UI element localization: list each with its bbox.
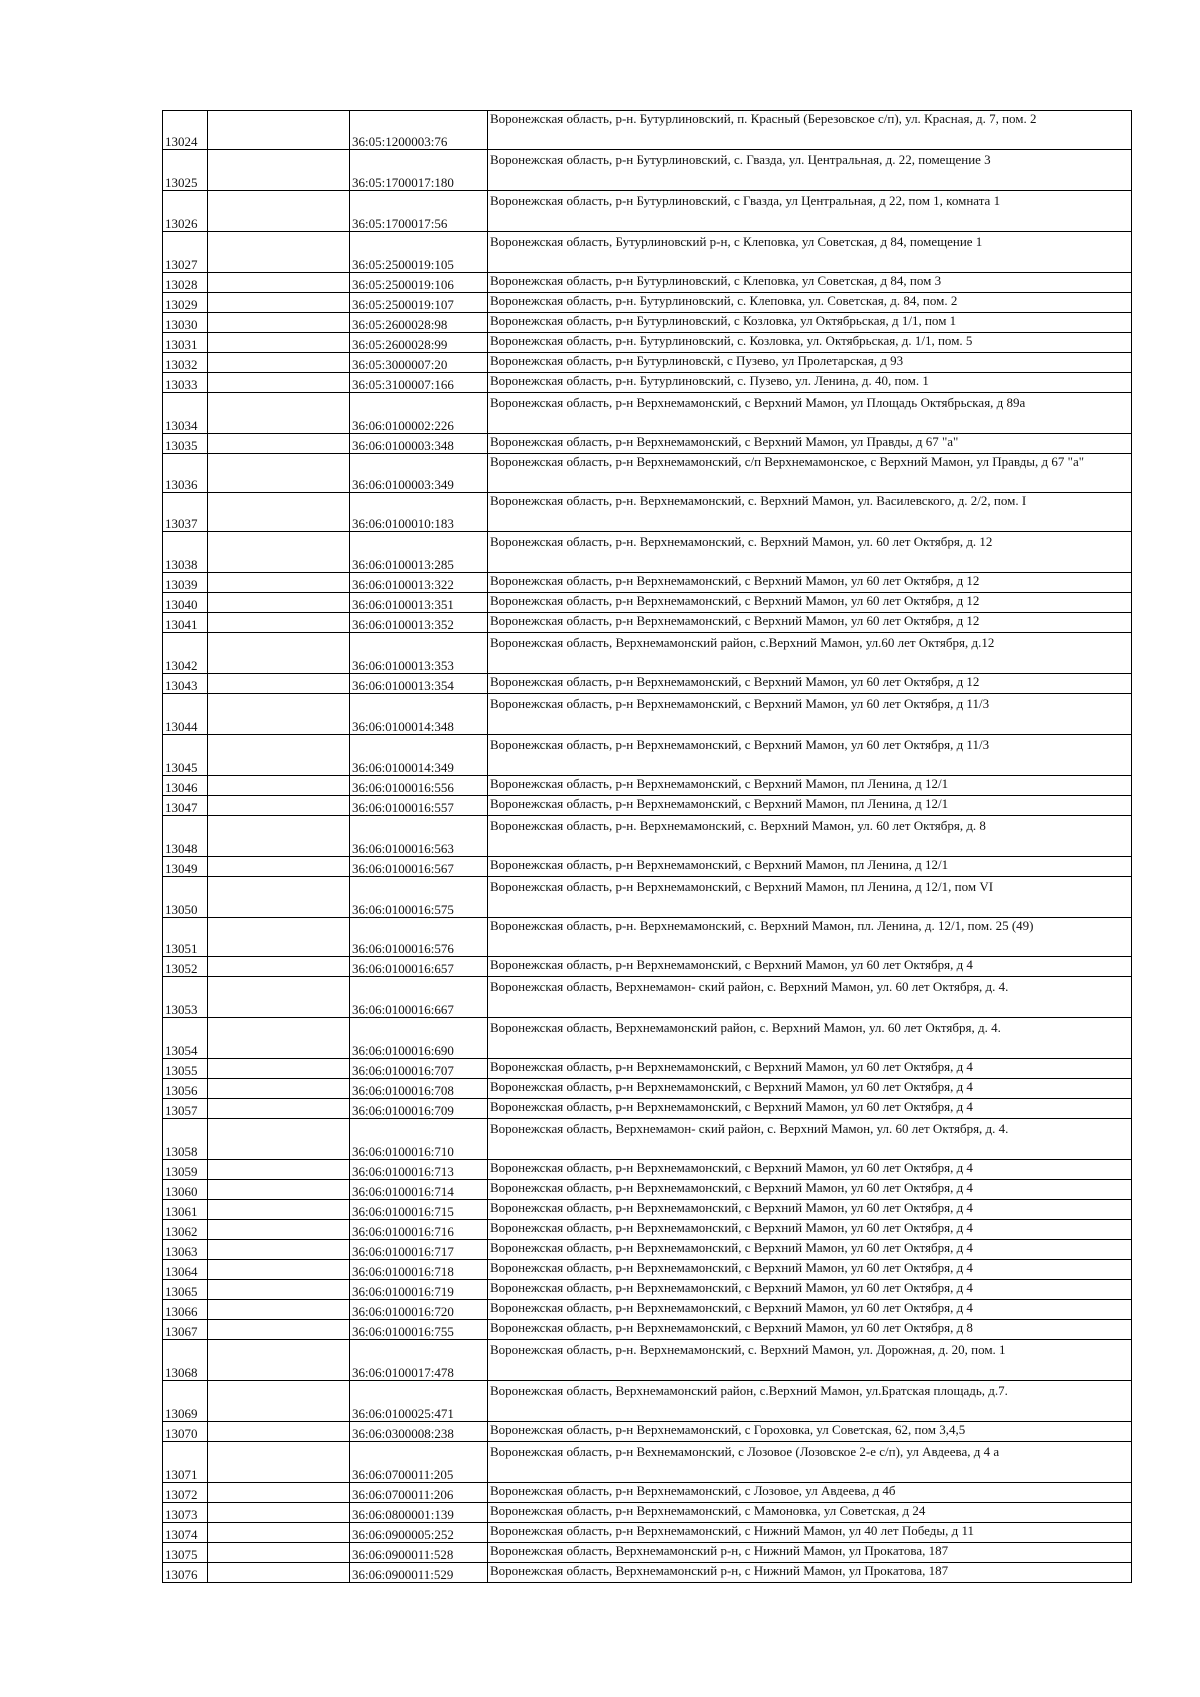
- table-row: [163, 1340, 1132, 1381]
- table-row: [163, 1240, 1132, 1260]
- cadastral-number-cell: 36:06:0700011:205: [350, 1442, 488, 1483]
- empty-cell: [208, 796, 350, 816]
- address-cell: Воронежская область, р-н Верхнемамонский, с Верхний Мамон, ул 60 лет Октября, д 4: [488, 957, 1132, 977]
- address-cell: Воронежская область, р-н. Верхнемамонский, с. Верхний Мамон, ул. 60 лет Октября, д. 8: [488, 816, 1132, 857]
- row-number-cell: 13058: [163, 1119, 208, 1160]
- cadastral-number-cell: 36:06:0100016:708: [350, 1079, 488, 1099]
- table-row: [163, 454, 1132, 493]
- row-number-cell: 13060: [163, 1180, 208, 1200]
- address-cell: Воронежская область, р-н Верхнемамонский, с Верхний Мамон, ул 60 лет Октября, д 8: [488, 1320, 1132, 1340]
- cadastral-number-cell: 36:06:0100014:348: [350, 694, 488, 735]
- empty-cell: [208, 1340, 350, 1381]
- row-number-cell: 13028: [163, 273, 208, 293]
- table-row: [163, 1543, 1132, 1563]
- address-cell: Воронежская область, р-н Верхнемамонский, с Верхний Мамон, ул 60 лет Октября, д 4: [488, 1260, 1132, 1280]
- row-number-cell: 13042: [163, 633, 208, 674]
- cadastral-number-cell: 36:06:0100016:719: [350, 1280, 488, 1300]
- table-row: [163, 735, 1132, 776]
- table-row: [163, 776, 1132, 796]
- address-cell: Воронежская область, р-н Бутурлиновскй, с Пузево, ул Пролетарская, д 93: [488, 353, 1132, 373]
- cadastral-number-cell: 36:06:0100002:226: [350, 393, 488, 434]
- row-number-cell: 13036: [163, 454, 208, 493]
- table-row: [163, 1260, 1132, 1280]
- empty-cell: [208, 1320, 350, 1340]
- row-number-cell: 13065: [163, 1280, 208, 1300]
- table-row: [163, 1099, 1132, 1119]
- empty-cell: [208, 1442, 350, 1483]
- cadastral-number-cell: 36:06:0100013:353: [350, 633, 488, 674]
- table-row: [163, 857, 1132, 877]
- row-number-cell: 13030: [163, 313, 208, 333]
- table-row: [163, 613, 1132, 633]
- address-cell: Воронежская область, р-н Верхнемамонский, с Верхний Мамон, ул 60 лет Октября, д 12: [488, 593, 1132, 613]
- empty-cell: [208, 232, 350, 273]
- empty-cell: [208, 694, 350, 735]
- cadastral-number-cell: 36:06:0100016:720: [350, 1300, 488, 1320]
- row-number-cell: 13059: [163, 1160, 208, 1180]
- table-row: [163, 1079, 1132, 1099]
- row-number-cell: 13037: [163, 493, 208, 532]
- registry-table: [162, 110, 1132, 1583]
- table-row: [163, 877, 1132, 918]
- row-number-cell: 13032: [163, 353, 208, 373]
- cadastral-number-cell: 36:06:0100016:567: [350, 857, 488, 877]
- address-cell: Воронежская область, р-н Верхнемамонский, с Верхний Мамон, ул 60 лет Октября, д 12: [488, 613, 1132, 633]
- address-cell: Воронежская область, р-н Верхнемамонский, с Верхний Мамон, ул Площадь Октябрьская, д 89а: [488, 393, 1132, 434]
- address-cell: Воронежская область, Верхнемамонский район, с. Верхний Мамон, ул. 60 лет Октября, д. 4.: [488, 1018, 1132, 1059]
- table-row: [163, 1563, 1132, 1583]
- empty-cell: [208, 454, 350, 493]
- table-row: [163, 674, 1132, 694]
- empty-cell: [208, 313, 350, 333]
- cadastral-number-cell: 36:06:0100016:556: [350, 776, 488, 796]
- row-number-cell: 13031: [163, 333, 208, 353]
- row-number-cell: 13067: [163, 1320, 208, 1340]
- empty-cell: [208, 150, 350, 191]
- row-number-cell: 13054: [163, 1018, 208, 1059]
- row-number-cell: 13035: [163, 434, 208, 454]
- empty-cell: [208, 776, 350, 796]
- address-cell: Воронежская область, р-н Бутурлиновский, с Клеповка, ул Советская, д 84, пом 3: [488, 273, 1132, 293]
- address-cell: Воронежская область, р-н. Верхнемамонский, с. Верхний Мамон, ул. Василевского, д. 2/2, пом. I: [488, 493, 1132, 532]
- empty-cell: [208, 957, 350, 977]
- address-cell: Воронежская область, р-н Верхнемамонский, с Верхний Мамон, пл Ленина, д 12/1: [488, 857, 1132, 877]
- cadastral-number-cell: 36:06:0100016:755: [350, 1320, 488, 1340]
- cadastral-number-cell: 36:06:0100016:576: [350, 918, 488, 957]
- address-cell: Воронежская область, р-н Верхнемамонский, с Верхний Мамон, ул Правды, д 67 "а": [488, 434, 1132, 454]
- cadastral-number-cell: 36:06:0100016:707: [350, 1059, 488, 1079]
- row-number-cell: 13049: [163, 857, 208, 877]
- address-cell: Воронежская область, р-н. Бутурлиновский, с. Пузево, ул. Ленина, д. 40, пом. 1: [488, 373, 1132, 393]
- address-cell: Воронежская область, р-н Верхнемамонский, с Верхний Мамон, пл Ленина, д 12/1: [488, 776, 1132, 796]
- empty-cell: [208, 593, 350, 613]
- address-cell: Воронежская область, Верхнемамон- ский район, с. Верхний Мамон, ул. 60 лет Октября, д. 4.: [488, 977, 1132, 1018]
- address-cell: Воронежская область, р-н Верхнемамонский, с Верхний Мамон, ул 60 лет Октября, д 4: [488, 1079, 1132, 1099]
- address-cell: Воронежская область, р-н Вехнемамонский, с Лозовое (Лозовское 2-е с/п), ул Авдеева, д 4 а: [488, 1442, 1132, 1483]
- cadastral-number-cell: 36:06:0100003:348: [350, 434, 488, 454]
- empty-cell: [208, 1563, 350, 1583]
- table-row: [163, 1381, 1132, 1422]
- address-cell: Воронежская область, р-н Верхнемамонский, с Верхний Мамон, ул 60 лет Октября, д 4: [488, 1280, 1132, 1300]
- cadastral-number-cell: 36:05:2600028:98: [350, 313, 488, 333]
- table-row: [163, 373, 1132, 393]
- empty-cell: [208, 373, 350, 393]
- empty-cell: [208, 857, 350, 877]
- row-number-cell: 13044: [163, 694, 208, 735]
- empty-cell: [208, 1018, 350, 1059]
- row-number-cell: 13048: [163, 816, 208, 857]
- table-row: [163, 796, 1132, 816]
- table-row: [163, 1119, 1132, 1160]
- address-cell: Воронежская область, р-н. Бутурлиновский, п. Красный (Березовское с/п), ул. Красная, д. 7, пом. 2: [488, 111, 1132, 150]
- cadastral-number-cell: 36:05:1700017:56: [350, 191, 488, 232]
- empty-cell: [208, 1240, 350, 1260]
- table-row: [163, 1059, 1132, 1079]
- empty-cell: [208, 1260, 350, 1280]
- row-number-cell: 13068: [163, 1340, 208, 1381]
- address-cell: Воронежская область, р-н. Верхнемамонский, с. Верхний Мамон, ул. 60 лет Октября, д. 12: [488, 532, 1132, 573]
- table-row: [163, 393, 1132, 434]
- empty-cell: [208, 1422, 350, 1442]
- empty-cell: [208, 918, 350, 957]
- row-number-cell: 13041: [163, 613, 208, 633]
- cadastral-number-cell: 36:06:0100025:471: [350, 1381, 488, 1422]
- row-number-cell: 13072: [163, 1483, 208, 1503]
- empty-cell: [208, 977, 350, 1018]
- cadastral-number-cell: 36:06:0100016:709: [350, 1099, 488, 1119]
- empty-cell: [208, 1079, 350, 1099]
- table-row: [163, 593, 1132, 613]
- table-row: [163, 532, 1132, 573]
- row-number-cell: 13069: [163, 1381, 208, 1422]
- cadastral-number-cell: 36:06:0100016:715: [350, 1200, 488, 1220]
- cadastral-number-cell: 36:06:0100013:354: [350, 674, 488, 694]
- address-cell: Воронежская область, р-н Верхнемамонский, с Верхний Мамон, ул 60 лет Октября, д 4: [488, 1180, 1132, 1200]
- table-row: [163, 191, 1132, 232]
- table-row: [163, 918, 1132, 957]
- table-row: [163, 1483, 1132, 1503]
- address-cell: Воронежская область, р-н. Верхнемамонский, с. Верхний Мамон, пл. Ленина, д. 12/1, пом. 25 (49): [488, 918, 1132, 957]
- cadastral-number-cell: 36:06:0100016:563: [350, 816, 488, 857]
- cadastral-number-cell: 36:06:0100013:351: [350, 593, 488, 613]
- cadastral-number-cell: 36:06:0100016:557: [350, 796, 488, 816]
- cadastral-number-cell: 36:06:0100016:713: [350, 1160, 488, 1180]
- address-cell: Воронежская область, р-н Верхнемамонский, с Верхний Мамон, ул 60 лет Октября, д 4: [488, 1160, 1132, 1180]
- row-number-cell: 13039: [163, 573, 208, 593]
- empty-cell: [208, 633, 350, 674]
- address-cell: Воронежская область, Верхнемамонский район, с.Верхний Мамон, ул.60 лет Октября, д.12: [488, 633, 1132, 674]
- cadastral-number-cell: 36:05:2500019:107: [350, 293, 488, 313]
- address-cell: Воронежская область, р-н Верхнемамонский, с Верхний Мамон, ул 60 лет Октября, д 4: [488, 1200, 1132, 1220]
- row-number-cell: 13064: [163, 1260, 208, 1280]
- address-cell: Воронежская область, Бутурлиновский р-н, с Клеповка, ул Советская, д 84, помещение 1: [488, 232, 1132, 273]
- row-number-cell: 13055: [163, 1059, 208, 1079]
- empty-cell: [208, 1523, 350, 1543]
- table-row: [163, 353, 1132, 373]
- table-row: [163, 313, 1132, 333]
- address-cell: Воронежская область, р-н Верхнемамонский, с Верхний Мамон, ул 60 лет Октября, д 4: [488, 1099, 1132, 1119]
- empty-cell: [208, 353, 350, 373]
- row-number-cell: 13047: [163, 796, 208, 816]
- empty-cell: [208, 1160, 350, 1180]
- row-number-cell: 13040: [163, 593, 208, 613]
- empty-cell: [208, 434, 350, 454]
- address-cell: Воронежская область, р-н Верхнемамонский, с Верхний Мамон, ул 60 лет Октября, д 4: [488, 1240, 1132, 1260]
- address-cell: Воронежская область, р-н Бутурлиновский, с. Гвазда, ул. Центральная, д. 22, помещение 3: [488, 150, 1132, 191]
- empty-cell: [208, 1381, 350, 1422]
- row-number-cell: 13057: [163, 1099, 208, 1119]
- empty-cell: [208, 1300, 350, 1320]
- cadastral-number-cell: 36:06:0900005:252: [350, 1523, 488, 1543]
- empty-cell: [208, 1119, 350, 1160]
- address-cell: Воронежская область, р-н Верхнемамонский, с Верхний Мамон, ул 60 лет Октября, д 11/3: [488, 694, 1132, 735]
- cadastral-number-cell: 36:06:0100017:478: [350, 1340, 488, 1381]
- address-cell: Воронежская область, р-н Верхнемамонский, с Верхний Мамон, ул 60 лет Октября, д 4: [488, 1059, 1132, 1079]
- cadastral-number-cell: 36:06:0800001:139: [350, 1503, 488, 1523]
- row-number-cell: 13075: [163, 1543, 208, 1563]
- cadastral-number-cell: 36:06:0100010:183: [350, 493, 488, 532]
- empty-cell: [208, 613, 350, 633]
- cadastral-number-cell: 36:06:0100016:716: [350, 1220, 488, 1240]
- row-number-cell: 13026: [163, 191, 208, 232]
- table-row: [163, 1320, 1132, 1340]
- table-row: [163, 816, 1132, 857]
- cadastral-number-cell: 36:06:0100016:714: [350, 1180, 488, 1200]
- cadastral-number-cell: 36:06:0100014:349: [350, 735, 488, 776]
- row-number-cell: 13063: [163, 1240, 208, 1260]
- address-cell: Воронежская область, р-н Бутурлиновский, с Гвазда, ул Центральная, д 22, пом 1, комната 1: [488, 191, 1132, 232]
- empty-cell: [208, 532, 350, 573]
- cadastral-number-cell: 36:05:2500019:106: [350, 273, 488, 293]
- address-cell: Воронежская область, Верхнемамонский р-н, с Нижний Мамон, ул Прокатова, 187: [488, 1563, 1132, 1583]
- empty-cell: [208, 1503, 350, 1523]
- empty-cell: [208, 273, 350, 293]
- row-number-cell: 13033: [163, 373, 208, 393]
- row-number-cell: 13024: [163, 111, 208, 150]
- table-row: [163, 1200, 1132, 1220]
- empty-cell: [208, 573, 350, 593]
- row-number-cell: 13071: [163, 1442, 208, 1483]
- cadastral-number-cell: 36:05:3100007:166: [350, 373, 488, 393]
- table-row: [163, 1422, 1132, 1442]
- table-row: [163, 1442, 1132, 1483]
- empty-cell: [208, 493, 350, 532]
- empty-cell: [208, 293, 350, 313]
- row-number-cell: 13070: [163, 1422, 208, 1442]
- empty-cell: [208, 1059, 350, 1079]
- address-cell: Воронежская область, р-н Верхнемамонский, с Верхний Мамон, пл Ленина, д 12/1, пом VI: [488, 877, 1132, 918]
- empty-cell: [208, 111, 350, 150]
- cadastral-number-cell: 36:06:0100013:352: [350, 613, 488, 633]
- table-row: [163, 150, 1132, 191]
- empty-cell: [208, 1220, 350, 1240]
- address-cell: Воронежская область, р-н. Верхнемамонский, с. Верхний Мамон, ул. Дорожная, д. 20, пом. 1: [488, 1340, 1132, 1381]
- row-number-cell: 13056: [163, 1079, 208, 1099]
- cadastral-number-cell: 36:05:1200003:76: [350, 111, 488, 150]
- row-number-cell: 13050: [163, 877, 208, 918]
- table-row: [163, 1160, 1132, 1180]
- address-cell: Воронежская область, Верхнемамонский район, с.Верхний Мамон, ул.Братская площадь, д.7.: [488, 1381, 1132, 1422]
- empty-cell: [208, 735, 350, 776]
- table-row: [163, 633, 1132, 674]
- row-number-cell: 13038: [163, 532, 208, 573]
- empty-cell: [208, 393, 350, 434]
- cadastral-number-cell: 36:06:0100016:710: [350, 1119, 488, 1160]
- cadastral-number-cell: 36:05:3000007:20: [350, 353, 488, 373]
- table-row: [163, 434, 1132, 454]
- cadastral-number-cell: 36:06:0100016:667: [350, 977, 488, 1018]
- address-cell: Воронежская область, р-н Верхнемамонский, с Мамоновка, ул Советская, д 24: [488, 1503, 1132, 1523]
- cadastral-number-cell: 36:06:0700011:206: [350, 1483, 488, 1503]
- table-row: [163, 957, 1132, 977]
- registry-table-body: [163, 111, 1132, 1583]
- table-row: [163, 232, 1132, 273]
- address-cell: Воронежская область, р-н Верхнемамонский, с Лозовое, ул Авдеева, д 4б: [488, 1483, 1132, 1503]
- row-number-cell: 13051: [163, 918, 208, 957]
- row-number-cell: 13043: [163, 674, 208, 694]
- table-row: [163, 694, 1132, 735]
- table-row: [163, 111, 1132, 150]
- row-number-cell: 13061: [163, 1200, 208, 1220]
- cadastral-number-cell: 36:06:0900011:529: [350, 1563, 488, 1583]
- table-row: [163, 1220, 1132, 1240]
- address-cell: Воронежская область, р-н Верхнемамонский, с Нижний Мамон, ул 40 лет Победы, д 11: [488, 1523, 1132, 1543]
- cadastral-number-cell: 36:06:0100016:575: [350, 877, 488, 918]
- address-cell: Воронежская область, р-н Верхнемамонский, с Верхний Мамон, ул 60 лет Октября, д 4: [488, 1220, 1132, 1240]
- row-number-cell: 13076: [163, 1563, 208, 1583]
- cadastral-number-cell: 36:05:2500019:105: [350, 232, 488, 273]
- cadastral-number-cell: 36:06:0100016:657: [350, 957, 488, 977]
- row-number-cell: 13073: [163, 1503, 208, 1523]
- address-cell: Воронежская область, р-н. Бутурлиновский, с. Козловка, ул. Октябрьская, д. 1/1, пом. 5: [488, 333, 1132, 353]
- row-number-cell: 13046: [163, 776, 208, 796]
- address-cell: Воронежская область, р-н Бутурлиновский, с Козловка, ул Октябрьская, д 1/1, пом 1: [488, 313, 1132, 333]
- cadastral-number-cell: 36:05:1700017:180: [350, 150, 488, 191]
- row-number-cell: 13053: [163, 977, 208, 1018]
- cadastral-number-cell: 36:06:0100003:349: [350, 454, 488, 493]
- empty-cell: [208, 1280, 350, 1300]
- table-row: [163, 1280, 1132, 1300]
- empty-cell: [208, 1099, 350, 1119]
- table-row: [163, 1180, 1132, 1200]
- table-row: [163, 273, 1132, 293]
- table-row: [163, 1300, 1132, 1320]
- empty-cell: [208, 674, 350, 694]
- cadastral-number-cell: 36:06:0100013:322: [350, 573, 488, 593]
- table-row: [163, 333, 1132, 353]
- table-row: [163, 1503, 1132, 1523]
- address-cell: Воронежская область, Верхнемамон- ский район, с. Верхний Мамон, ул. 60 лет Октября, д. 4.: [488, 1119, 1132, 1160]
- table-row: [163, 293, 1132, 313]
- empty-cell: [208, 877, 350, 918]
- address-cell: Воронежская область, р-н Верхнемамонский, с Верхний Мамон, пл Ленина, д 12/1: [488, 796, 1132, 816]
- empty-cell: [208, 816, 350, 857]
- row-number-cell: 13027: [163, 232, 208, 273]
- address-cell: Воронежская область, Верхнемамонский р-н, с Нижний Мамон, ул Прокатова, 187: [488, 1543, 1132, 1563]
- row-number-cell: 13066: [163, 1300, 208, 1320]
- empty-cell: [208, 1483, 350, 1503]
- cadastral-number-cell: 36:06:0100016:690: [350, 1018, 488, 1059]
- empty-cell: [208, 1180, 350, 1200]
- address-cell: Воронежская область, р-н Верхнемамонский, с Верхний Мамон, ул 60 лет Октября, д 12: [488, 674, 1132, 694]
- address-cell: Воронежская область, р-н Верхнемамонский, с Верхний Мамон, ул 60 лет Октября, д 4: [488, 1300, 1132, 1320]
- cadastral-number-cell: 36:06:0100016:717: [350, 1240, 488, 1260]
- table-row: [163, 977, 1132, 1018]
- row-number-cell: 13045: [163, 735, 208, 776]
- table-row: [163, 573, 1132, 593]
- row-number-cell: 13052: [163, 957, 208, 977]
- cadastral-number-cell: 36:06:0900011:528: [350, 1543, 488, 1563]
- address-cell: Воронежская область, р-н Верхнемамонский, с Гороховка, ул Советская, 62, пом 3,4,5: [488, 1422, 1132, 1442]
- table-row: [163, 493, 1132, 532]
- cadastral-number-cell: 36:06:0300008:238: [350, 1422, 488, 1442]
- address-cell: Воронежская область, р-н Верхнемамонский, с/п Верхнемамонское, с Верхний Мамон, ул Правды, д 67 "а": [488, 454, 1132, 493]
- address-cell: Воронежская область, р-н Верхнемамонский, с Верхний Мамон, ул 60 лет Октября, д 12: [488, 573, 1132, 593]
- cadastral-number-cell: 36:06:0100013:285: [350, 532, 488, 573]
- row-number-cell: 13062: [163, 1220, 208, 1240]
- row-number-cell: 13025: [163, 150, 208, 191]
- cadastral-number-cell: 36:06:0100016:718: [350, 1260, 488, 1280]
- row-number-cell: 13074: [163, 1523, 208, 1543]
- empty-cell: [208, 333, 350, 353]
- empty-cell: [208, 1543, 350, 1563]
- empty-cell: [208, 191, 350, 232]
- table-row: [163, 1523, 1132, 1543]
- empty-cell: [208, 1200, 350, 1220]
- address-cell: Воронежская область, р-н. Бутурлиновский, с. Клеповка, ул. Советская, д. 84, пом. 2: [488, 293, 1132, 313]
- table-row: [163, 1018, 1132, 1059]
- cadastral-number-cell: 36:05:2600028:99: [350, 333, 488, 353]
- row-number-cell: 13034: [163, 393, 208, 434]
- row-number-cell: 13029: [163, 293, 208, 313]
- address-cell: Воронежская область, р-н Верхнемамонский, с Верхний Мамон, ул 60 лет Октября, д 11/3: [488, 735, 1132, 776]
